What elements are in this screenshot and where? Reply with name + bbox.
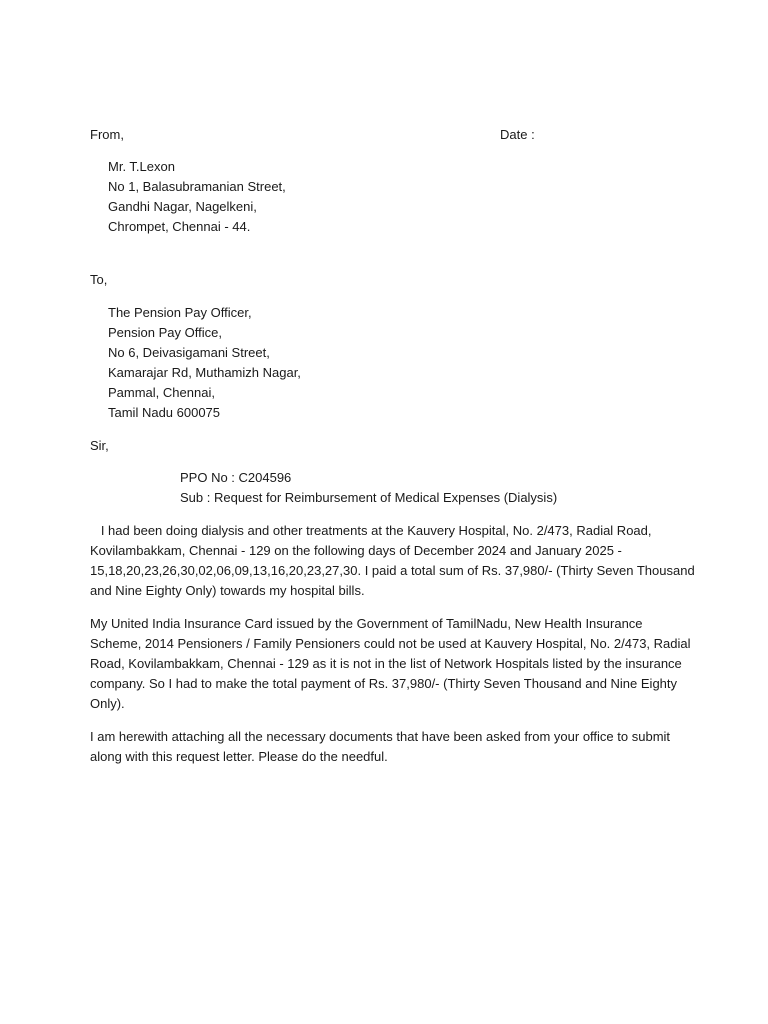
- recipient-title: The Pension Pay Officer,: [108, 305, 252, 320]
- paragraph-line: 15,18,20,23,26,30,02,06,09,13,16,20,23,27,30. I paid a total sum of Rs. 37,980/- (Thirty Seven Thousand: [90, 563, 695, 578]
- paragraph-line: Scheme, 2014 Pensioners / Family Pensioners could not be used at Kauvery Hospital, No. 2/473, Radial: [90, 636, 691, 651]
- body-paragraph-3: [90, 727, 680, 767]
- paragraph-line: My United India Insurance Card issued by the Government of TamilNadu, New Health Insurance: [90, 616, 643, 631]
- sender-name: Mr. T.Lexon: [108, 159, 175, 174]
- recipient-address-line: Pension Pay Office,: [108, 325, 222, 340]
- recipient-address: [108, 303, 301, 423]
- paragraph-line: company. So I had to make the total payment of Rs. 37,980/- (Thirty Seven Thousand and Nine Eighty: [90, 676, 678, 691]
- paragraph-line: Road, Kovilambakkam, Chennai - 129 as it is not in the list of Network Hospitals listed by the insurance: [90, 656, 682, 671]
- recipient-address-line: Tamil Nadu 600075: [108, 405, 221, 420]
- ppo-number: PPO No : C204596: [180, 470, 292, 485]
- salutation: Sir,: [90, 438, 109, 453]
- from-label: From,: [90, 127, 124, 142]
- recipient-address-line: Pammal, Chennai,: [108, 385, 215, 400]
- body-paragraph-2: [90, 614, 691, 714]
- paragraph-line: and Nine Eighty Only) towards my hospital bills.: [90, 583, 365, 598]
- reference-block: [180, 468, 557, 508]
- sender-address: [108, 157, 286, 237]
- paragraph-line: along with this request letter. Please do the needful.: [90, 749, 388, 764]
- recipient-address-line: Kamarajar Rd, Muthamizh Nagar,: [108, 365, 301, 380]
- sender-address-line: Gandhi Nagar, Nagelkeni,: [108, 199, 257, 214]
- date-label: Date :: [500, 127, 535, 142]
- recipient-address-line: No 6, Deivasigamani Street,: [108, 345, 270, 360]
- paragraph-line: Kovilambakkam, Chennai - 129 on the following days of December 2024 and January 2025 -: [90, 543, 622, 558]
- sender-address-line: Chrompet, Chennai - 44.: [108, 219, 251, 234]
- paragraph-line: Only).: [90, 696, 125, 711]
- subject-line: Sub : Request for Reimbursement of Medical Expenses (Dialysis): [180, 490, 558, 505]
- paragraph-line: I had been doing dialysis and other treatments at the Kauvery Hospital, No. 2/473, Radial Road,: [90, 523, 652, 538]
- to-label: To,: [90, 272, 108, 287]
- sender-address-line: No 1, Balasubramanian Street,: [108, 179, 286, 194]
- paragraph-line: I am herewith attaching all the necessary documents that have been asked from your office to submit: [90, 729, 671, 744]
- body-paragraph-1: [90, 521, 695, 601]
